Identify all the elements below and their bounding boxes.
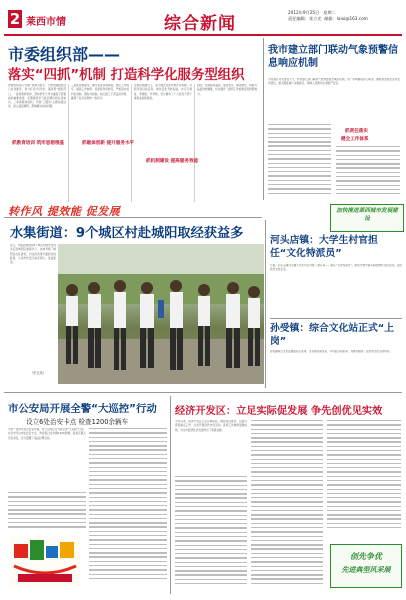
column-divider [68,84,69,202]
campaign-logo-graphic [10,536,80,588]
page-number-badge [8,10,22,28]
section-divider [4,217,262,218]
right-top-subhead-1: 抓责任落实 [345,129,368,134]
lead-subhead-2: 抓载体创新 提升服务水平 [82,141,135,146]
right-top-headline: 我市建立部门联动气象预警信息响应机制 [268,45,398,69]
editor-email: 邮箱：laixi@163.com [324,16,368,21]
green-banner-text: 加快推进莱西城市发展建设 [336,208,398,222]
masthead [4,4,402,34]
lead-subhead-1: 抓教育培训 筑牢思想根基 [12,141,65,146]
lead-headline: 落实“四抓”机制 打造科学化服务型组织 [8,68,245,83]
bottom-right-text-lines-1 [175,476,247,590]
lead-column-1: 市委组织部以“四抓”机制为抓手，不断加强组织部门自身建设，努力打造“科学化、服务型”组织部门。一是抓教育培训，坚持把学习作为提高干部素质的重要途径，定期组织学习政治理论和业务知识。二是抓载体创新，开展“三服务”主题实践活动，深入基层调研，帮助解决实际问题。 [8,84,66,109]
bottom-right-headline: 经济开发区：立足实际促发展 争先创优见实效 [175,406,383,417]
photo-story-column: 近日，水集街道组织9个城区村的党支部书记赴城阳区参观学习，实地考察了城阳区社区建设、村庄改造等方面的先进经验，大家纷纷表示收获很大，受益匪浅。 [10,244,56,265]
right-top-subhead-2: 健全工作体系 [341,137,369,142]
right-mid-headline-1: 河头店镇：大学生村官担任“文化特派员” [270,235,378,259]
photo-caption: （史玉英） [30,371,46,375]
bottom-left-text-lines-1 [89,428,167,588]
right-mid-column-1: 日前，河头店镇为全镇大学生村官分配了新任务——担任“文化特派员”，组织开展丰富多彩的群众文化活动，活跃农村文化生活。 [270,264,402,272]
bottom-right-column: 今年以来，经济开发区立足区域实际，围绕项目建设、招商引资等重点工作，扎实开展创先争优活动，各项工作取得显著成效，为全市经济社会发展作出了积极贡献。 [175,420,247,432]
bottom-left-headline: 市公安局开展全警“大巡控”行动 [8,403,157,415]
page-number: 2 [9,10,21,28]
column-divider [263,38,264,200]
lead-subhead-3: 抓机制建设 提高服务效能 [146,159,199,164]
right-top-text-lines-1 [268,124,331,200]
masthead-rule [4,34,402,36]
photo-people-illustration [58,244,264,384]
green-banner [330,204,404,232]
bottom-right-text-lines-3 [327,420,401,536]
masthead-title: 综合新闻 [164,14,236,34]
section-divider [4,392,402,393]
right-mid-headline-2: 孙受镇：综合文化站正式“上岗” [270,323,395,347]
bottom-right-text-lines-2 [251,420,323,590]
column-divider [194,84,195,202]
section-divider [270,318,402,319]
bottom-left-column: 为进一步净化社会治安环境，市公安局近日开展全警“大巡控”行动，在全市设立6处治安卡点，共检查过往车辆1200余辆，盘查可疑人员百余名，有力震慑了违法犯罪活动。 [8,428,86,440]
bottom-green-banner [330,544,402,588]
right-mid-column-2: 孙受镇综合文化站建成投入使用，设有图书阅览室、多功能活动室等，为群众提供了良好的文化活动场所。 [270,350,392,353]
right-top-column: 为有效应对灾害性天气，我市建立部门联动气象预警信息响应机制，进一步明确各部门职责，确保预警信息及时发布到位，最大限度减少灾害损失，保障人民群众生命财产安全。 [268,78,400,86]
issue-date: 2012年9月25日 [288,10,320,15]
right-top-text-lines-2 [336,146,400,200]
bottom-banner-line-1: 创先争优 [350,552,382,561]
column-divider [265,220,266,388]
lead-column-4: 同时，坚持服务基层、服务党员、服务群众，积极为基层排忧解难，切实提升了组织工作的满意度和影响力。 [197,84,257,96]
section-name: 莱西市情 [26,17,66,28]
red-banner [8,200,128,218]
bottom-banner-line-2: 先进典型风采展 [341,566,391,574]
masthead-meta [288,10,400,22]
campaign-logo-icon [10,536,80,588]
lead-column-2: 三是抓机制建设，健全完善各项制度，规范工作程序，提高工作效率。四是抓作风转变，严格落实首问负责制、限时办结制，树立组工干部良好形象，赢得了社会各界的一致好评。 [71,84,129,100]
photo-story-headline: 水集街道：9个城区村赴城阳取经获益多 [10,226,244,241]
column-divider [170,396,171,594]
lead-column-3: 在抓机制建设上，着力健全完善考核评价机制，对照年度目标任务，细化量化考核指标，实行月督查、季通报、年考核，充分调动了广大党员干部干事创业的积极性。 [134,84,192,100]
lead-kicker: 市委组织部—— [8,45,121,64]
red-banner-text: 转作风 提效能 促发展 [8,205,121,218]
bottom-left-subhead: 设立6处治安卡点 检查1200余辆车 [26,418,129,426]
editor: 责任编辑：张立光 [288,16,322,21]
bottom-left-text-lines-2 [8,492,86,532]
issue-weekday: 星期二 [323,10,336,15]
news-photo [58,244,264,384]
